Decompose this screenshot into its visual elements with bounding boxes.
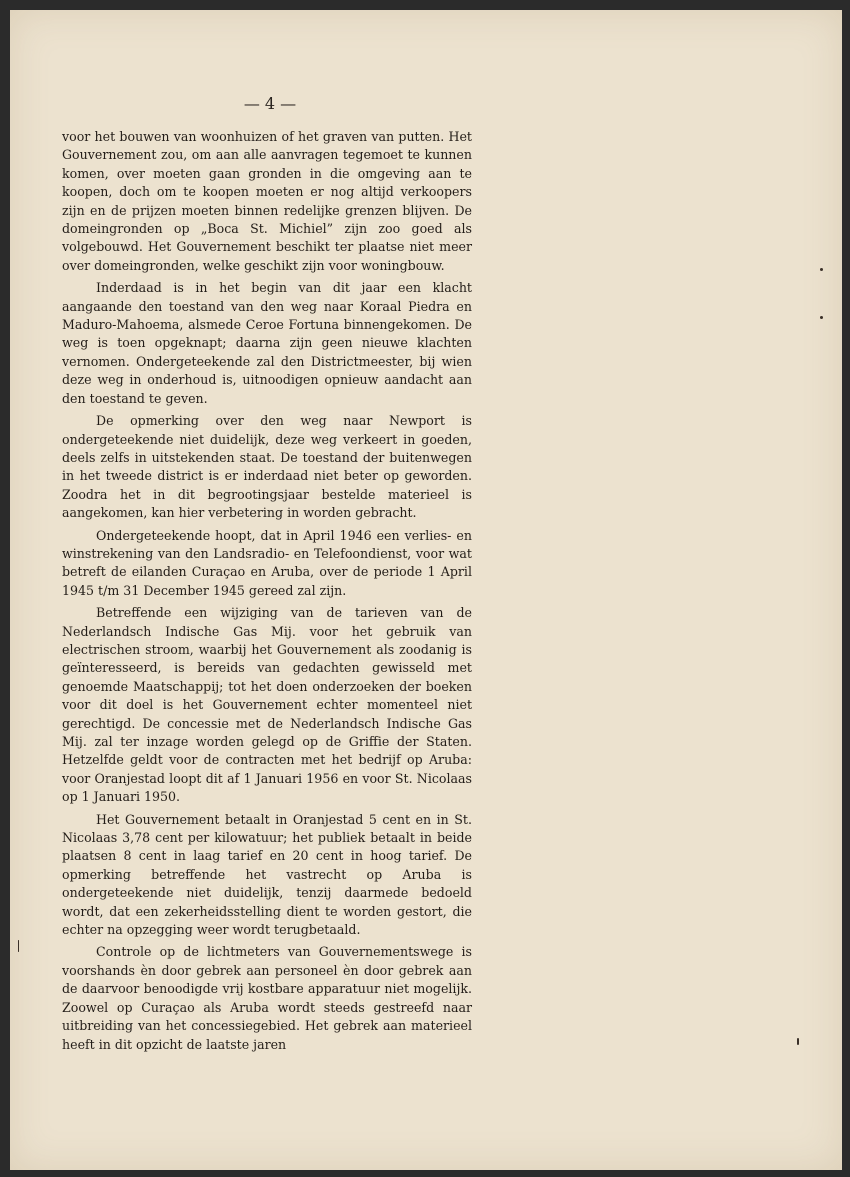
body-text (62, 128, 472, 1054)
paragraph-3: De opmerking over den weg naar Newport is ondergeteekende niet duidelijk, deze weg verkeert in goeden, deels zelfs in uitstekenden staat. De toestand der buitenwegen in het tweede district is er inderdaad niet beter op geworden. Zoodra het in dit begrootingsjaar bestelde materieel is aangekomen, kan hier verbetering in worden gebracht. (62, 413, 472, 521)
paragraph-7: Controle op de lichtmeters van Gouvernementswege is voorshands èn door gebrek aan personeel èn door gebrek aan de daarvoor benoodigde vrij kostbare apparatuur niet mogelijk. Zoowel op Curaçao als Aruba wordt steeds gestreefd naar uitbreiding van het concessiegebied. Het gebrek aan materieel heeft in dit opzicht de laatste jaren (62, 944, 472, 1052)
paragraph-6: Het Gouvernement betaalt in Oranjestad 5 cent en in St. Nicolaas 3,78 cent per kilowatuur; het publiek betaalt in beide plaatsen 8 cent in laag tarief en 20 cent in hoog tarief. De opmerking betreffende het vastrecht op Aruba is ondergeteekende niet duidelijk, tenzij daarmede bedoeld wordt, dat een zekerheidsstelling dient te worden gestort, die echter na opzegging weer wordt terugbetaald. (62, 811, 472, 938)
paper-speck (820, 268, 823, 271)
paper-speck (18, 940, 19, 952)
paper-speck (820, 316, 823, 319)
page-number: — 4 — (243, 94, 297, 113)
paragraph-4: Ondergeteekende hoopt, dat in April 1946 een verlies- en winstrekening van den Landsradio- en Telefoondienst, voor wat betreft de eilanden Curaçao en Aruba, over de periode 1 April 1945 t/m 31 December 1945 gereed zal zijn. (62, 527, 472, 598)
document-page (10, 10, 842, 1170)
paragraph-1: voor het bouwen van woonhuizen of het graven van putten. Het Gouvernement zou, om aan alle aanvragen tegemoet te kunnen komen, over moeten gaan gronden in die omgeving aan te koopen, doch om te koopen moeten er nog altijd verkoopers zijn en de prijzen moeten binnen redelijke grenzen blijven. De domeingronden op „Boca St. Michiel” zijn zoo goed als volgebouwd. Het Gouvernement beschikt ter plaatse niet meer over domeingronden, welke geschikt zijn voor woningbouw. (62, 129, 472, 273)
paragraph-5: Betreffende een wijziging van de tarieven van de Nederlandsch Indische Gas Mij. voor het gebruik van electrischen stroom, waarbij het Gouvernement als zoodanig is geïnteresseerd, is bereids van gedachten gewisseld met genoemde Maatschappij; tot het doen onderzoeken der boeken voor dit doel is het Gouvernement echter momenteel niet gerechtigd. De concessie met de Nederlandsch Indische Gas Mij. zal ter inzage worden gelegd op de Griffie der Staten. Hetzelfde geldt voor de contracten met het bedrijf op Aruba: voor Oranjestad loopt dit af 1 Januari 1956 en voor St. Nicolaas op 1 Januari 1950. (62, 605, 472, 805)
paragraph-2: Inderdaad is in het begin van dit jaar een klacht aangaande den toestand van den weg naar Koraal Piedra en Maduro-Mahoema, alsmede Ceroe Fortuna binnengekomen. De weg is toen opgeknapt; daarna zijn geen nieuwe klachten vernomen. Ondergeteekende zal den Districtmeester, bij wien deze weg in onderhoud is, uitnoodigen opnieuw aandacht aan den toestand te geven. (62, 280, 472, 406)
paper-speck (797, 1038, 799, 1045)
